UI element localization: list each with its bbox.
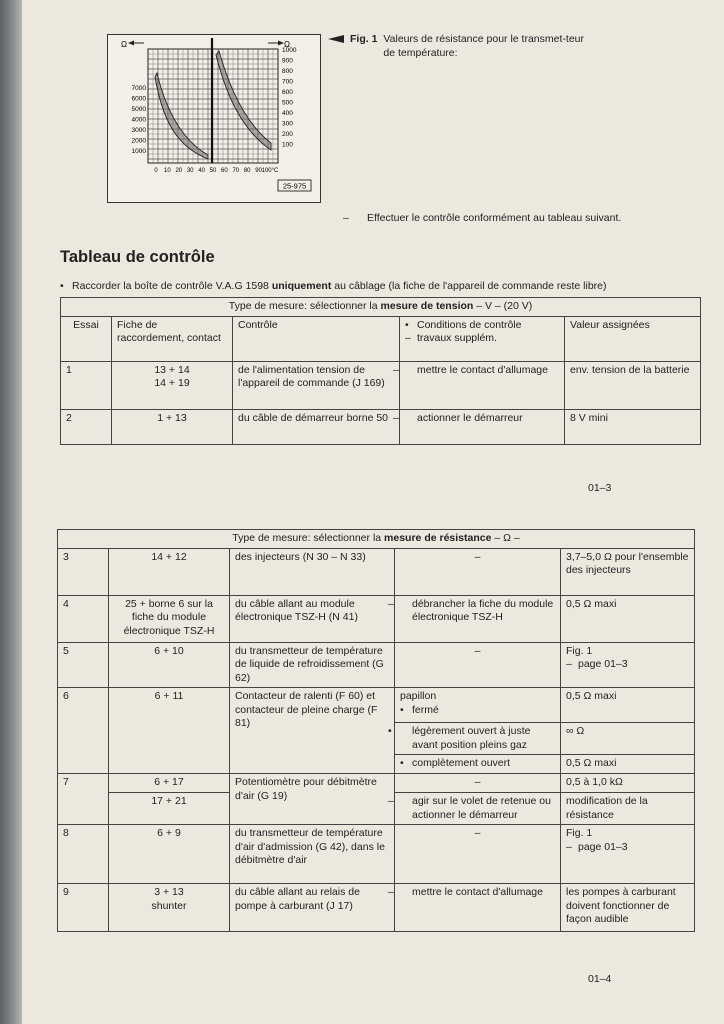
cell-controle: du câble de démarreur borne 50 [233, 409, 400, 444]
cell-fiche: 13 + 14 14 + 19 [112, 361, 233, 409]
x-tick-label: 30 [186, 168, 194, 174]
cell-controle: du câble allant au module électronique TSZ-H (N 41) [230, 595, 395, 642]
cell-valeur: 8 V mini [565, 409, 701, 444]
cell-valeur: ∞ Ω [561, 723, 695, 755]
cell-essai: 7 [58, 774, 109, 825]
cell-valeur: les pompes à carburant doivent fonctionner de façon audible [561, 884, 695, 932]
right-resistance-band [216, 51, 271, 150]
resistance-table [57, 529, 695, 932]
arrow-left-head [128, 41, 134, 46]
cell-essai: 3 [58, 548, 109, 595]
resistance-chart-svg [108, 35, 320, 202]
cell-conditions: papillon • fermé [395, 688, 561, 723]
table-row [58, 774, 695, 793]
voltage-table [60, 297, 701, 445]
intro-after: au câblage (la fiche de l'appareil de commande reste libre) [334, 280, 607, 292]
cell-controle: du transmetteur de température de liquide de refroidissement (G 62) [230, 642, 395, 688]
ref-code: 25-975 [282, 181, 307, 191]
voltage-table-header-row [61, 316, 701, 361]
cell-conditions: – actionner le démarreur [400, 409, 565, 444]
x-tick-label: 100°C [261, 168, 279, 174]
x-tick-label: 70 [232, 168, 240, 174]
y-left-tick-label: 2000 [131, 137, 146, 145]
book-binding-edge [0, 0, 22, 1024]
table-row [58, 688, 695, 723]
table-row [61, 361, 701, 409]
y-right-tick-label: 400 [282, 110, 293, 117]
figure-number: Fig. 1 [350, 33, 378, 45]
y-right-tick-label: 800 [282, 68, 293, 75]
x-tick-label: 20 [175, 168, 183, 174]
x-tick-label: 40 [198, 168, 205, 174]
intro-line [60, 280, 700, 292]
y-right-tick-label: 700 [282, 78, 293, 86]
y-left-tick-label: 6000 [131, 95, 146, 103]
unit-label-left: Ω [121, 40, 127, 49]
section-heading: Tableau de contrôle [60, 248, 215, 266]
cell-fiche: 1 + 13 [112, 409, 233, 444]
y-right-tick-label: 100 [282, 141, 293, 149]
pointer-arrow-icon [328, 35, 344, 43]
cell-fiche: 3 + 13 shunter [109, 884, 230, 932]
header-fiche: Fiche de raccordement, contact [112, 316, 233, 361]
cell-conditions: – agir sur le volet de retenue ou actionner le démarreur [395, 793, 561, 825]
cell-conditions: – [395, 825, 561, 884]
cell-valeur: 3,7–5,0 Ω pour l'ensemble des injecteurs [561, 548, 695, 595]
bullet-icon [60, 280, 72, 292]
y-right-tick-label: 200 [282, 131, 293, 138]
cell-fiche: 6 + 9 [109, 825, 230, 884]
dash-marker [355, 212, 367, 224]
x-tick-label: 60 [221, 168, 228, 174]
y-right-tick-label: 600 [282, 89, 293, 96]
cell-conditions: • complètement ouvert [395, 755, 561, 774]
y-right-tick-label: 1000 [282, 47, 297, 54]
table-row [58, 642, 695, 688]
figure-caption-text: Valeurs de résistance pour le transmet-teur de température: [383, 33, 584, 59]
cell-fiche: 6 + 11 [109, 688, 230, 774]
cell-essai: 5 [58, 642, 109, 688]
x-tick-label: 90 [255, 168, 262, 174]
y-left-tick-label: 4000 [131, 116, 146, 124]
x-tick-label: 50 [209, 168, 217, 174]
y-right-tick-label: 500 [282, 99, 293, 107]
cell-conditions: – [395, 548, 561, 595]
y-left-tick-label: 5000 [131, 106, 146, 113]
cell-valeur: 0,5 Ω maxi [561, 595, 695, 642]
y-left-tick-label: 1000 [131, 148, 146, 155]
cell-valeur: modification de la résistance [561, 793, 695, 825]
cell-conditions: – débrancher la fiche du module électronique TSZ-H [395, 595, 561, 642]
cell-essai: 8 [58, 825, 109, 884]
x-tick-label: 10 [164, 168, 171, 174]
resistance-table-title: Type de mesure: sélectionner la mesure de résistance – Ω – [58, 530, 695, 549]
voltage-table-title-row [61, 298, 701, 317]
cell-controle: Contacteur de ralenti (F 60) et contacteur de pleine charge (F 81) [230, 688, 395, 774]
y-right-tick-label: 900 [282, 57, 293, 65]
y-left-tick-label: 3000 [131, 127, 146, 134]
figure-caption [328, 32, 628, 60]
cell-conditions: – [395, 642, 561, 688]
cell-valeur: Fig. 1 – page 01–3 [561, 825, 695, 884]
voltage-table-title: Type de mesure: sélectionner la mesure de tension – V – (20 V) [61, 298, 701, 317]
header-valeur: Valeur assignées [565, 316, 701, 361]
header-controle: Contrôle [233, 316, 400, 361]
y-right-tick-label: 300 [282, 120, 293, 128]
cell-conditions: – [395, 774, 561, 793]
cell-conditions: – mettre le contact d'allumage [395, 884, 561, 932]
table-row [58, 548, 695, 595]
y-left-tick-label: 7000 [131, 85, 146, 92]
cell-essai: 1 [61, 361, 112, 409]
resistance-chart [107, 34, 321, 203]
cell-essai: 6 [58, 688, 109, 774]
header-conditions: • Conditions de contrôle – travaux supplém. [400, 316, 565, 361]
x-tick-label: 0 [154, 168, 158, 174]
resistance-table-title-row [58, 530, 695, 549]
cell-valeur: 0,5 à 1,0 kΩ [561, 774, 695, 793]
cell-conditions: • légèrement ouvert à juste avant position pleins gaz [395, 723, 561, 755]
cell-valeur: 0,5 Ω maxi [561, 688, 695, 723]
x-tick-label: 80 [243, 168, 251, 174]
table-row [61, 409, 701, 444]
table-row [58, 595, 695, 642]
cell-essai: 4 [58, 595, 109, 642]
cell-controle: des injecteurs (N 30 – N 33) [230, 548, 395, 595]
unit-label-right: Ω [284, 40, 290, 49]
cell-essai: 9 [58, 884, 109, 932]
cell-fiche: 6 + 17 [109, 774, 230, 793]
intro-bold: uniquement [271, 280, 332, 292]
cell-controle: Potentiomètre pour débitmètre d'air (G 19) [230, 774, 395, 825]
cell-controle: du câble allant au relais de pompe à carburant (J 17) [230, 884, 395, 932]
cell-essai: 2 [61, 409, 112, 444]
cell-fiche: 14 + 12 [109, 548, 230, 595]
cell-valeur: Fig. 1 – page 01–3 [561, 642, 695, 688]
instruction-text: – Effectuer le contrôle conformément au tableau suivant. [355, 212, 637, 226]
cell-controle: de l'alimentation tension de l'appareil de commande (J 169) [233, 361, 400, 409]
intro-before: Raccorder la boîte de contrôle V.A.G 1598 [72, 280, 269, 292]
cell-fiche: 6 + 10 [109, 642, 230, 688]
cell-controle: du transmetteur de température d'air d'admission (G 42), dans le débitmètre d'air [230, 825, 395, 884]
cell-valeur: 0,5 Ω maxi [561, 755, 695, 774]
table-row [58, 884, 695, 932]
table-row [58, 825, 695, 884]
cell-fiche: 25 + borne 6 sur la fiche du module électronique TSZ-H [109, 595, 230, 642]
page-number: 01–4 [588, 973, 612, 985]
page-number: 01–3 [588, 482, 612, 494]
cell-fiche: 17 + 21 [109, 793, 230, 825]
cell-valeur: env. tension de la batterie [565, 361, 701, 409]
cell-conditions: – mettre le contact d'allumage [400, 361, 565, 409]
header-essai: Essai [61, 316, 112, 361]
